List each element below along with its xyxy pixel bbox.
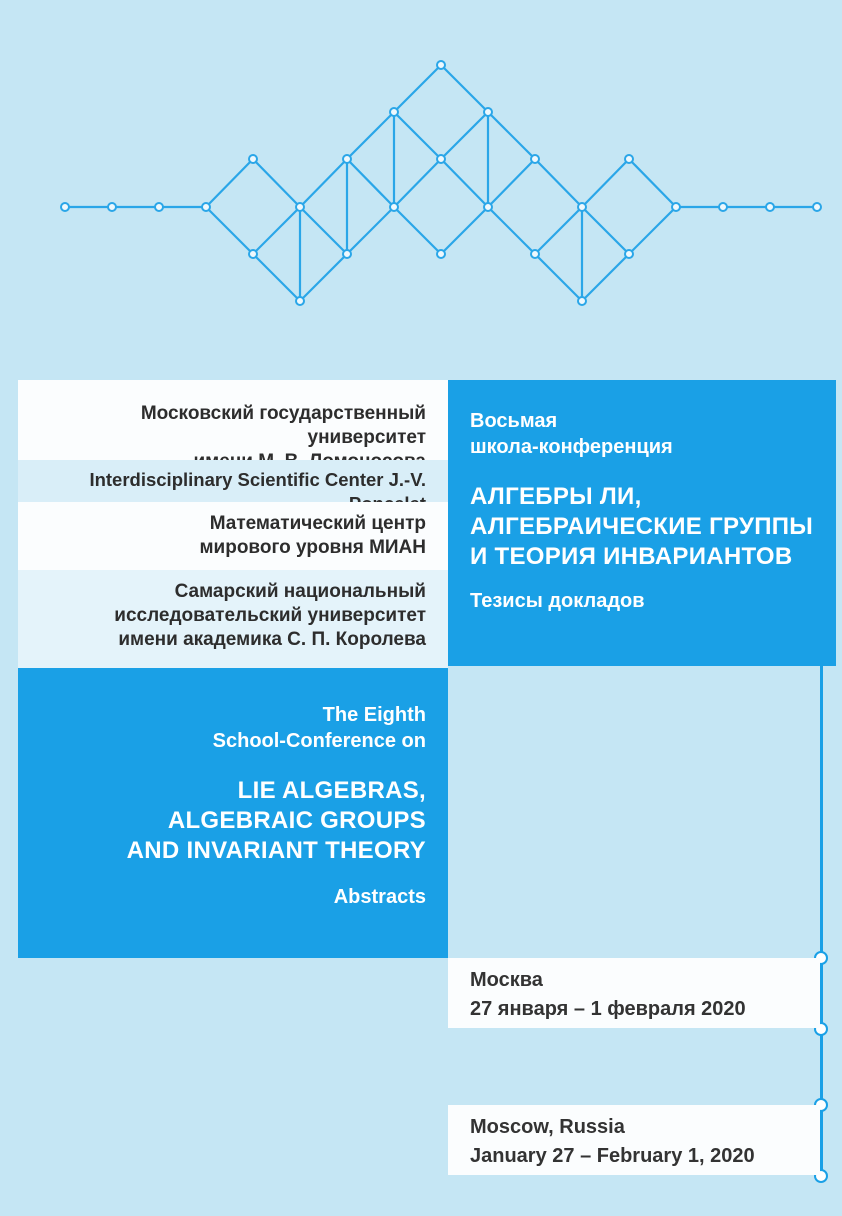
russian-title-block [448,380,836,666]
lattice-edge [582,254,629,301]
lattice-node [202,203,210,211]
lattice-node [61,203,69,211]
lattice-edge [253,254,300,301]
lattice-node [343,250,351,258]
en-subtitle-2: School-Conference on [212,730,426,752]
lattice-edge [347,112,394,159]
city-en: Moscow, Russia [470,1116,625,1138]
lattice-edge [535,159,582,207]
lattice-node [390,203,398,211]
lattice-edge [441,207,488,254]
ru-subtitle-2: школа-конференция [470,436,673,458]
lattice-edge [347,159,394,207]
ru-subtitle-1: Восьмая [470,410,558,432]
org-poncelet: Interdisciplinary Scientific Center J.-V. [18,460,448,502]
lattice-edge [535,254,582,301]
en-abstracts-label: Abstracts [333,886,426,908]
lattice-edge [488,112,535,159]
lattice-edge [394,159,441,207]
org-mian: Математический центр мирового уровня МИАН [18,502,448,570]
lattice-node [531,250,539,258]
lattice-edge [253,207,300,254]
lattice-edge [488,159,535,207]
lattice-node [437,250,445,258]
lattice-node [296,203,304,211]
lattice-edge [300,159,347,207]
lattice-node [531,155,539,163]
english-title-block [18,668,448,958]
lattice-node [578,297,586,305]
ru-title: АЛГЕБРЫ ЛИ, АЛГЕБРАИЧЕСКИЕ ГРУППЫ И ТЕОРИЯ ИНВАРИАНТОВ [470,483,814,570]
dates-ru: 27 января – 1 февраля 2020 [470,998,746,1020]
place-dates-russian [448,958,820,1028]
lattice-edge [206,159,253,207]
lattice-node [719,203,727,211]
ru-abstracts-label: Тезисы докладов [470,590,645,612]
lattice-edge [300,254,347,301]
lattice-node [672,203,680,211]
lattice-node [484,203,492,211]
lattice-node [484,108,492,116]
org-msu: Московский государственный университет [18,380,448,460]
lattice-node [437,61,445,69]
lattice-node [813,203,821,211]
lattice-node [390,108,398,116]
lattice-edge [629,207,676,254]
lattice-node [343,155,351,163]
org-samara: Самарский национальный исследовательский университет имени академика С. П. Королева [18,570,448,668]
lattice-node [766,203,774,211]
en-title: LIE ALGEBRAS, ALGEBRAIC GROUPS AND INVARIANT THEORY [126,777,426,864]
lattice-node [296,297,304,305]
lattice-edge [488,207,535,254]
lattice-edge [394,112,441,159]
lattice-edge [394,65,441,112]
lattice-edge [629,159,676,207]
lattice-edge [535,207,582,254]
lattice-node [108,203,116,211]
lattice-edge [441,112,488,159]
lattice-edge [206,207,253,254]
lattice-diagram [0,0,842,330]
lattice-node [249,250,257,258]
lattice-edge [253,159,300,207]
lattice-node [437,155,445,163]
lattice-node [625,155,633,163]
en-subtitle-1: The Eighth [322,704,426,726]
lattice-edge [441,65,488,112]
dates-en: January 27 – February 1, 2020 [470,1145,755,1167]
lattice-edge [347,207,394,254]
lattice-edge [300,207,347,254]
lattice-edge [441,159,488,207]
city-ru: Москва [470,969,543,991]
lattice-node [625,250,633,258]
lattice-node [578,203,586,211]
lattice-edge [394,207,441,254]
place-dates-english [448,1105,820,1175]
lattice-edge [582,207,629,254]
lattice-edge [582,159,629,207]
lattice-node [249,155,257,163]
lattice-node [155,203,163,211]
